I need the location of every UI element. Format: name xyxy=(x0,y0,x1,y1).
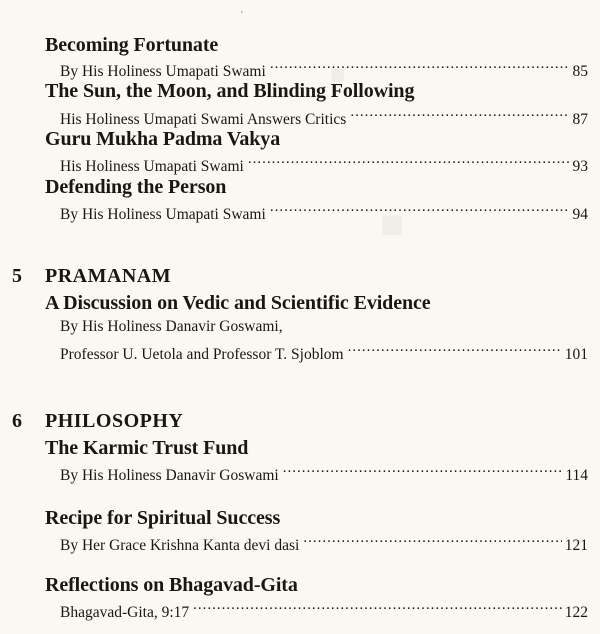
entry-line xyxy=(60,153,588,176)
entry-byline: Bhagavad-Gita, 9:17 xyxy=(60,604,190,621)
entry-byline: His Holiness Umapati Swami xyxy=(60,158,244,175)
page-number: 94 xyxy=(572,206,588,223)
dot-leader xyxy=(270,58,570,76)
entry-byline: His Holiness Umapati Swami Answers Critics xyxy=(60,111,347,128)
page-number: 121 xyxy=(564,537,588,554)
dot-leader xyxy=(248,153,570,171)
entry-byline: By His Holiness Danavir Goswami xyxy=(60,467,279,484)
dot-leader xyxy=(270,201,570,219)
crop-mark: ' xyxy=(241,10,243,21)
entry-line xyxy=(60,106,588,129)
entry-line xyxy=(60,462,588,485)
page-number: 93 xyxy=(572,158,588,175)
dot-leader xyxy=(193,599,562,617)
entry-line xyxy=(60,201,588,224)
entry-line xyxy=(60,58,588,81)
dot-leader xyxy=(303,532,561,550)
section-title: PHILOSOPHY xyxy=(45,410,184,432)
page-number: 87 xyxy=(572,111,588,128)
entry-byline: By Her Grace Krishna Kanta devi dasi xyxy=(60,537,300,554)
page-number: 114 xyxy=(565,467,588,484)
section-title: PRAMANAM xyxy=(45,265,172,287)
entry-title: The Sun, the Moon, and Blinding Following xyxy=(45,80,415,102)
entry-byline: By His Holiness Danavir Goswami, xyxy=(60,318,283,335)
entry-byline: By His Holiness Umapati Swami xyxy=(60,206,266,223)
entry-line xyxy=(60,599,588,622)
section-number: 5 xyxy=(12,265,22,287)
entry-line xyxy=(60,341,588,364)
dot-leader xyxy=(283,462,563,480)
entry-title: Guru Mukha Padma Vakya xyxy=(45,128,281,150)
entry-line xyxy=(60,532,588,555)
page-number: 101 xyxy=(564,346,588,363)
dot-leader xyxy=(350,106,569,124)
entry-byline: By His Holiness Umapati Swami xyxy=(60,63,266,80)
entry-title: A Discussion on Vedic and Scientific Evidence xyxy=(45,292,431,314)
page-number: 122 xyxy=(564,604,588,621)
entry-byline: Professor U. Uetola and Professor T. Sjoblom xyxy=(60,346,344,363)
page-number: 85 xyxy=(572,63,588,80)
entry-title: Recipe for Spiritual Success xyxy=(45,507,281,529)
entry-title: Becoming Fortunate xyxy=(45,34,219,56)
dot-leader xyxy=(348,341,562,359)
entry-title: Defending the Person xyxy=(45,176,227,198)
entry-title: The Karmic Trust Fund xyxy=(45,437,249,459)
section-number: 6 xyxy=(12,410,22,432)
entry-title: Reflections on Bhagavad-Gita xyxy=(45,574,298,596)
